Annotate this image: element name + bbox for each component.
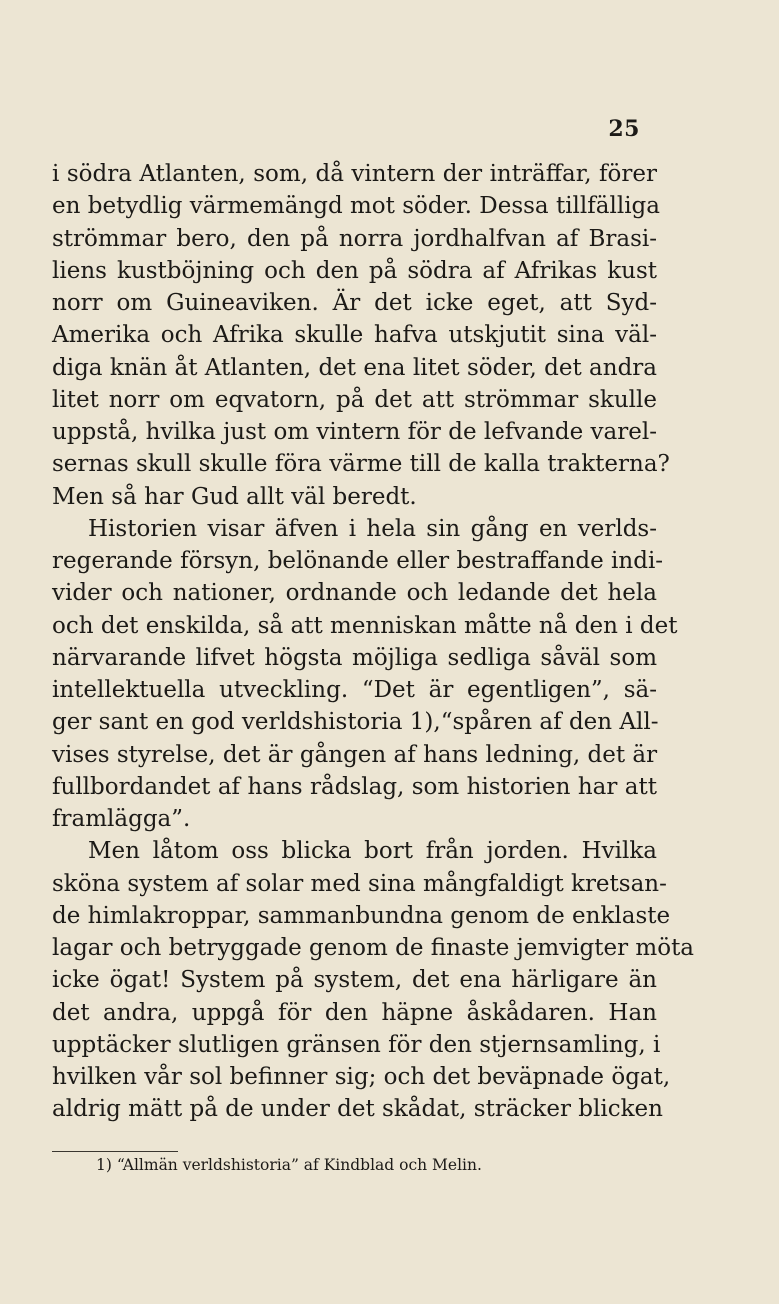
- text-line: Men låtom oss blicka bort från jorden. Hvilka: [88, 838, 657, 865]
- text-line: vider och nationer, ordnande och ledande det hela: [52, 580, 657, 607]
- text-line: Amerika och Afrika skulle hafva utskjutit sina väl-: [52, 322, 657, 349]
- text-line: framlägga”.: [52, 806, 191, 832]
- footnote: 1) “Allmän verldshistoria” af Kindblad och Melin.: [96, 1156, 482, 1174]
- text-line: hvilken vår sol befinner sig; och det beväpnade ögat,: [52, 1064, 671, 1090]
- text-line: upptäcker slutligen gränsen för den stjernsamling, i: [52, 1031, 661, 1058]
- text-line: sköna system af solar med sina mångfaldigt kretsan-: [52, 870, 667, 897]
- text-line: strömmar bero, den på norra jordhalfvan af Brasi-: [52, 225, 657, 252]
- text-line: liens kustböjning och den på södra af Afrikas kust: [52, 257, 657, 284]
- text-line: Historien visar äfven i hela sin gång en verlds-: [88, 515, 657, 542]
- text-line: lagar och betryggade genom de finaste jemvigter möta: [52, 935, 695, 961]
- body-text: [52, 158, 695, 1126]
- text-line: intellektuella utveckling. “Det är egentligen”, sä-: [52, 677, 657, 703]
- text-line: sernas skull skulle föra värme till de kalla trakterna?: [52, 451, 670, 478]
- text-line: en betydlig värmemängd mot söder. Dessa tillfälliga: [52, 193, 660, 220]
- text-line: det andra, uppgå för den häpne åskådaren. Han: [52, 999, 657, 1026]
- text-line: icke ögat! System på system, det ena härligare än: [52, 967, 657, 994]
- text-line: aldrig mätt på de under det skådat, sträcker blicken: [52, 1096, 663, 1123]
- text-line: regerande försyn, belönande eller bestraffande indi-: [52, 548, 664, 574]
- text-line: närvarande lifvet högsta möjliga sedliga såväl som: [52, 644, 657, 671]
- page-number: 25: [608, 116, 640, 142]
- text-line: ger sant en god verldshistoria 1),“spåren af den All-: [52, 709, 659, 736]
- text-line: diga knän åt Atlanten, det ena litet söder, det andra: [52, 354, 657, 381]
- footnote-divider: [52, 1151, 178, 1152]
- text-line: och det enskilda, så att menniskan måtte nå den i det: [52, 612, 678, 639]
- text-line: litet norr om eqvatorn, på det att strömmar skulle: [52, 386, 657, 413]
- text-line: Men så har Gud allt väl beredt.: [52, 483, 417, 510]
- text-line: norr om Guineaviken. Är det icke eget, att Syd-: [52, 290, 657, 316]
- text-line: i södra Atlanten, som, då vintern der inträffar, förer: [52, 161, 657, 187]
- text-line: uppstå, hvilka just om vintern för de lefvande varel-: [52, 419, 657, 445]
- text-line: vises styrelse, det är gången af hans ledning, det är: [52, 741, 658, 768]
- text-line: fullbordandet af hans rådslag, som historien har att: [52, 773, 657, 800]
- text-line: de himlakroppar, sammanbundna genom de enklaste: [52, 902, 671, 929]
